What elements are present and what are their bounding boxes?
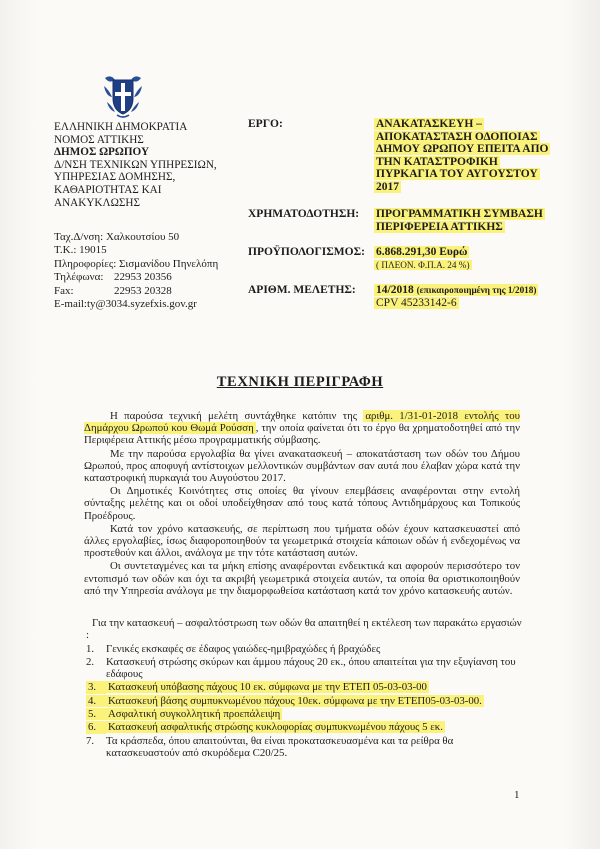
study-label: ΑΡΙΘΜ. ΜΕΛΕΤΗΣ: [248,284,356,296]
header-line: ΚΑΘΑΡΙΟΤΗΤΑΣ ΚΑΙ [54,183,162,196]
paragraph: Κατά τον χρόνο κατασκευής, σε περίπτωση που τμήματα οδών έχουν κατασκευαστεί από άλλες εργολαβίες, ίσως διαφοροποιηθούν τα γεωμετρικά στοιχεία κάποιων οδών ή ενδεχομένως να προστεθούν και άλλοι, ανάλογα με την τότε κατάσταση αυτών. [84,522,520,560]
phone-label: Τηλέφωνα: [54,271,104,284]
highlighted-order: αριθμ. 1/31-01-2018 εντολής του Δημάρχου Ωρωπού κου Θωμά Ρούσση [84,410,521,435]
list-item-highlighted: 6. Κατασκευή ασφαλτικής στρώσης κυκλοφορίας συμπυκνωμένου πάχους 5 εκ. [88,721,443,734]
list-item: 2. Κατασκευή στρώσης σκύρων και άμμου πάχους 20 εκ., όπου απαιτείται για την εξυγίανση του εδάφους [86,655,516,681]
fax-number: 22953 20328 [114,284,172,297]
list-item-highlighted: 5. Ασφαλτική συγκολλητική προεπάλειψη [88,708,281,721]
phone-row [54,271,218,284]
budget-value: 6.868.291,30 Ευρώ ( ΠΛΕΟΝ. Φ.Π.Α. 24 %) [376,246,470,270]
paragraph: Οι συντεταγμένες και τα μήκη επίσης αναφέρονται ενδεικτικά και αφορούν περισσότερο τον εντοπισμό των οδών και όχι τα ακριβή γεωμετρικά στοιχεία αυτών, τα οποία θα οριστικοποιηθούν από την Υπηρεσία ανάλογα με την διαμορφωθείσα κατάσταση κατά τον χρόνο κατασκευής αυτών. [84,560,520,597]
greek-coat-of-arms-icon [101,70,145,120]
budget-label: ΠΡΟΫΠΟΛΟΓΙΣΜΟΣ: [248,246,365,258]
phone-number: 22953 20356 [114,271,172,284]
email: E-mail:ty@3034.syzefxis.gov.gr [54,298,197,311]
header-line: ΝΟΜΟΣ ΑΤΤΙΚΗΣ [54,133,144,146]
contact-person: Πληροφορίες: Σισμανίδου Πηνελόπη [54,257,219,270]
header-line: Δ/ΝΣΗ ΤΕΧΝΙΚΩΝ ΥΠΗΡΕΣΙΩΝ, [54,158,217,171]
fax-label: Fax: [54,284,74,297]
budget-note: ( ΠΛΕΟΝ. Φ.Π.Α. 24 %) [376,259,470,270]
list-item-highlighted: 4. Κατασκευή βάσης συμπυκνωμένου πάχους 10εκ. σύμφωνα με την ΕΤΕΠ05-03-03-00. [88,694,482,707]
paragraph: Η παρούσα τεχνική μελέτη συντάχθηκε κατόπιν της αριθμ. 1/31-01-2018 εντολής του Δημάρχου Ωρωπού κου Θωμά Ρούσση , την οποία φαίνεται ότι το έργο θα χρηματοδοτηθεί από την Περιφέρεια Αττικής μέσω προγραμματικής σύμβασης. [84,410,521,447]
ergo-label: ΕΡΓΟ: [248,118,283,130]
study-note: (επικαιροποιημένη της 1/2018) [416,285,537,295]
document-title: ΤΕΧΝΙΚΗ ΠΕΡΙΓΡΑΦΗ [216,374,384,390]
fax-row [54,285,218,298]
page-number: 1 [514,789,520,801]
list-intro: Για την κατασκευή – ασφαλτόστρωση των οδών θα απαιτηθεί η εκτέλεση των παρακάτω εργασιών : [86,617,522,642]
ergo-value: ΑΝΑΚΑΤΑΣΚΕΥΗ – ΑΠΟΚΑΤΑΣΤΑΣΗ ΟΔΟΠΟΙΑΣ ΔΗΜΟΥ ΩΡΩΠΟΥ ΕΠΕΙΤΑ ΑΠΟ ΤΗΝ ΚΑΤΑΣΤΡΟΦΙΚΗ ΠΥΡΚΑΓΙΑ ΤΟΥ ΑΥΓΟΥΣΤΟΥ 2017 [376,118,549,193]
address: Ταχ.Δ/νση: Χαλκουτσίου 50 [54,231,180,243]
works-list [86,617,526,760]
funding-label: ΧΡΗΜΑΤΟΔΟΤΗΣΗ: [248,208,360,220]
issuer-header [54,121,254,209]
postal-code: Τ.Κ.: 19015 [54,244,107,257]
contact-block [54,231,218,311]
paragraph: Οι Δημοτικές Κοινότητες στις οποίες θα γίνουν επεμβάσεις αναφέρονται στην εντολή σύνταξης μελέτης και οι οδοί υποδείχθησαν από τους κατά τόπους Αντιδημάρχους και Τοπικούς Προέδρους. [84,485,520,522]
header-line: ΥΠΗΡΕΣΙΑΣ ΔΟΜΗΣΗΣ, [54,171,176,184]
study-value: 14/2018 (επικαιροποιημένη της 1/2018) CPV 45233142-6 [376,284,537,309]
list-item-highlighted: 3. Κατασκευή υπόβασης πάχους 10 εκ. σύμφωνα με την ΕΤΕΠ 05-03-03-00 [88,681,427,694]
cpv-code: CPV 45233142-6 [376,296,457,309]
header-line: ΑΝΑΚΥΚΛΩΣΗΣ [54,196,141,209]
paragraph: Με την παρούσα εργολαβία θα γίνει ανακατασκευή – αποκατάσταση των οδών του Δήμου Ωρωπού, προς αποφυγή αντίστοιχων μελλοντικών συμβάντων σαν αυτά που έλαβαν χώρα κατά την καταστροφική πυρκαγιά του Αυγούστου 2017. [84,447,520,485]
description-body [84,410,520,598]
list-item: 1. Γενικές εκσκαφές σε έδαφος γαιώδες-ημιβραχώδες ή βραχώδες [86,642,381,655]
header-line: ΕΛΛΗΝΙΚΗ ΔΗΜΟΚΡΑΤΙΑ [54,121,188,133]
list-item: 7. Τα κράσπεδα, όπου απαιτούνται, θα είναι προκατασκευασμένα και τα ρείθρα θα κατασκευαστούν από σκυρόδεμα C20/25. [86,734,454,759]
municipality-name: ΔΗΜΟΣ ΩΡΩΠΟΥ [54,146,150,159]
funding-value: ΠΡΟΓΡΑΜΜΑΤΙΚΗ ΣΥΜΒΑΣΗ ΠΕΡΙΦΕΡΕΙΑ ΑΤΤΙΚΗΣ [376,208,543,233]
